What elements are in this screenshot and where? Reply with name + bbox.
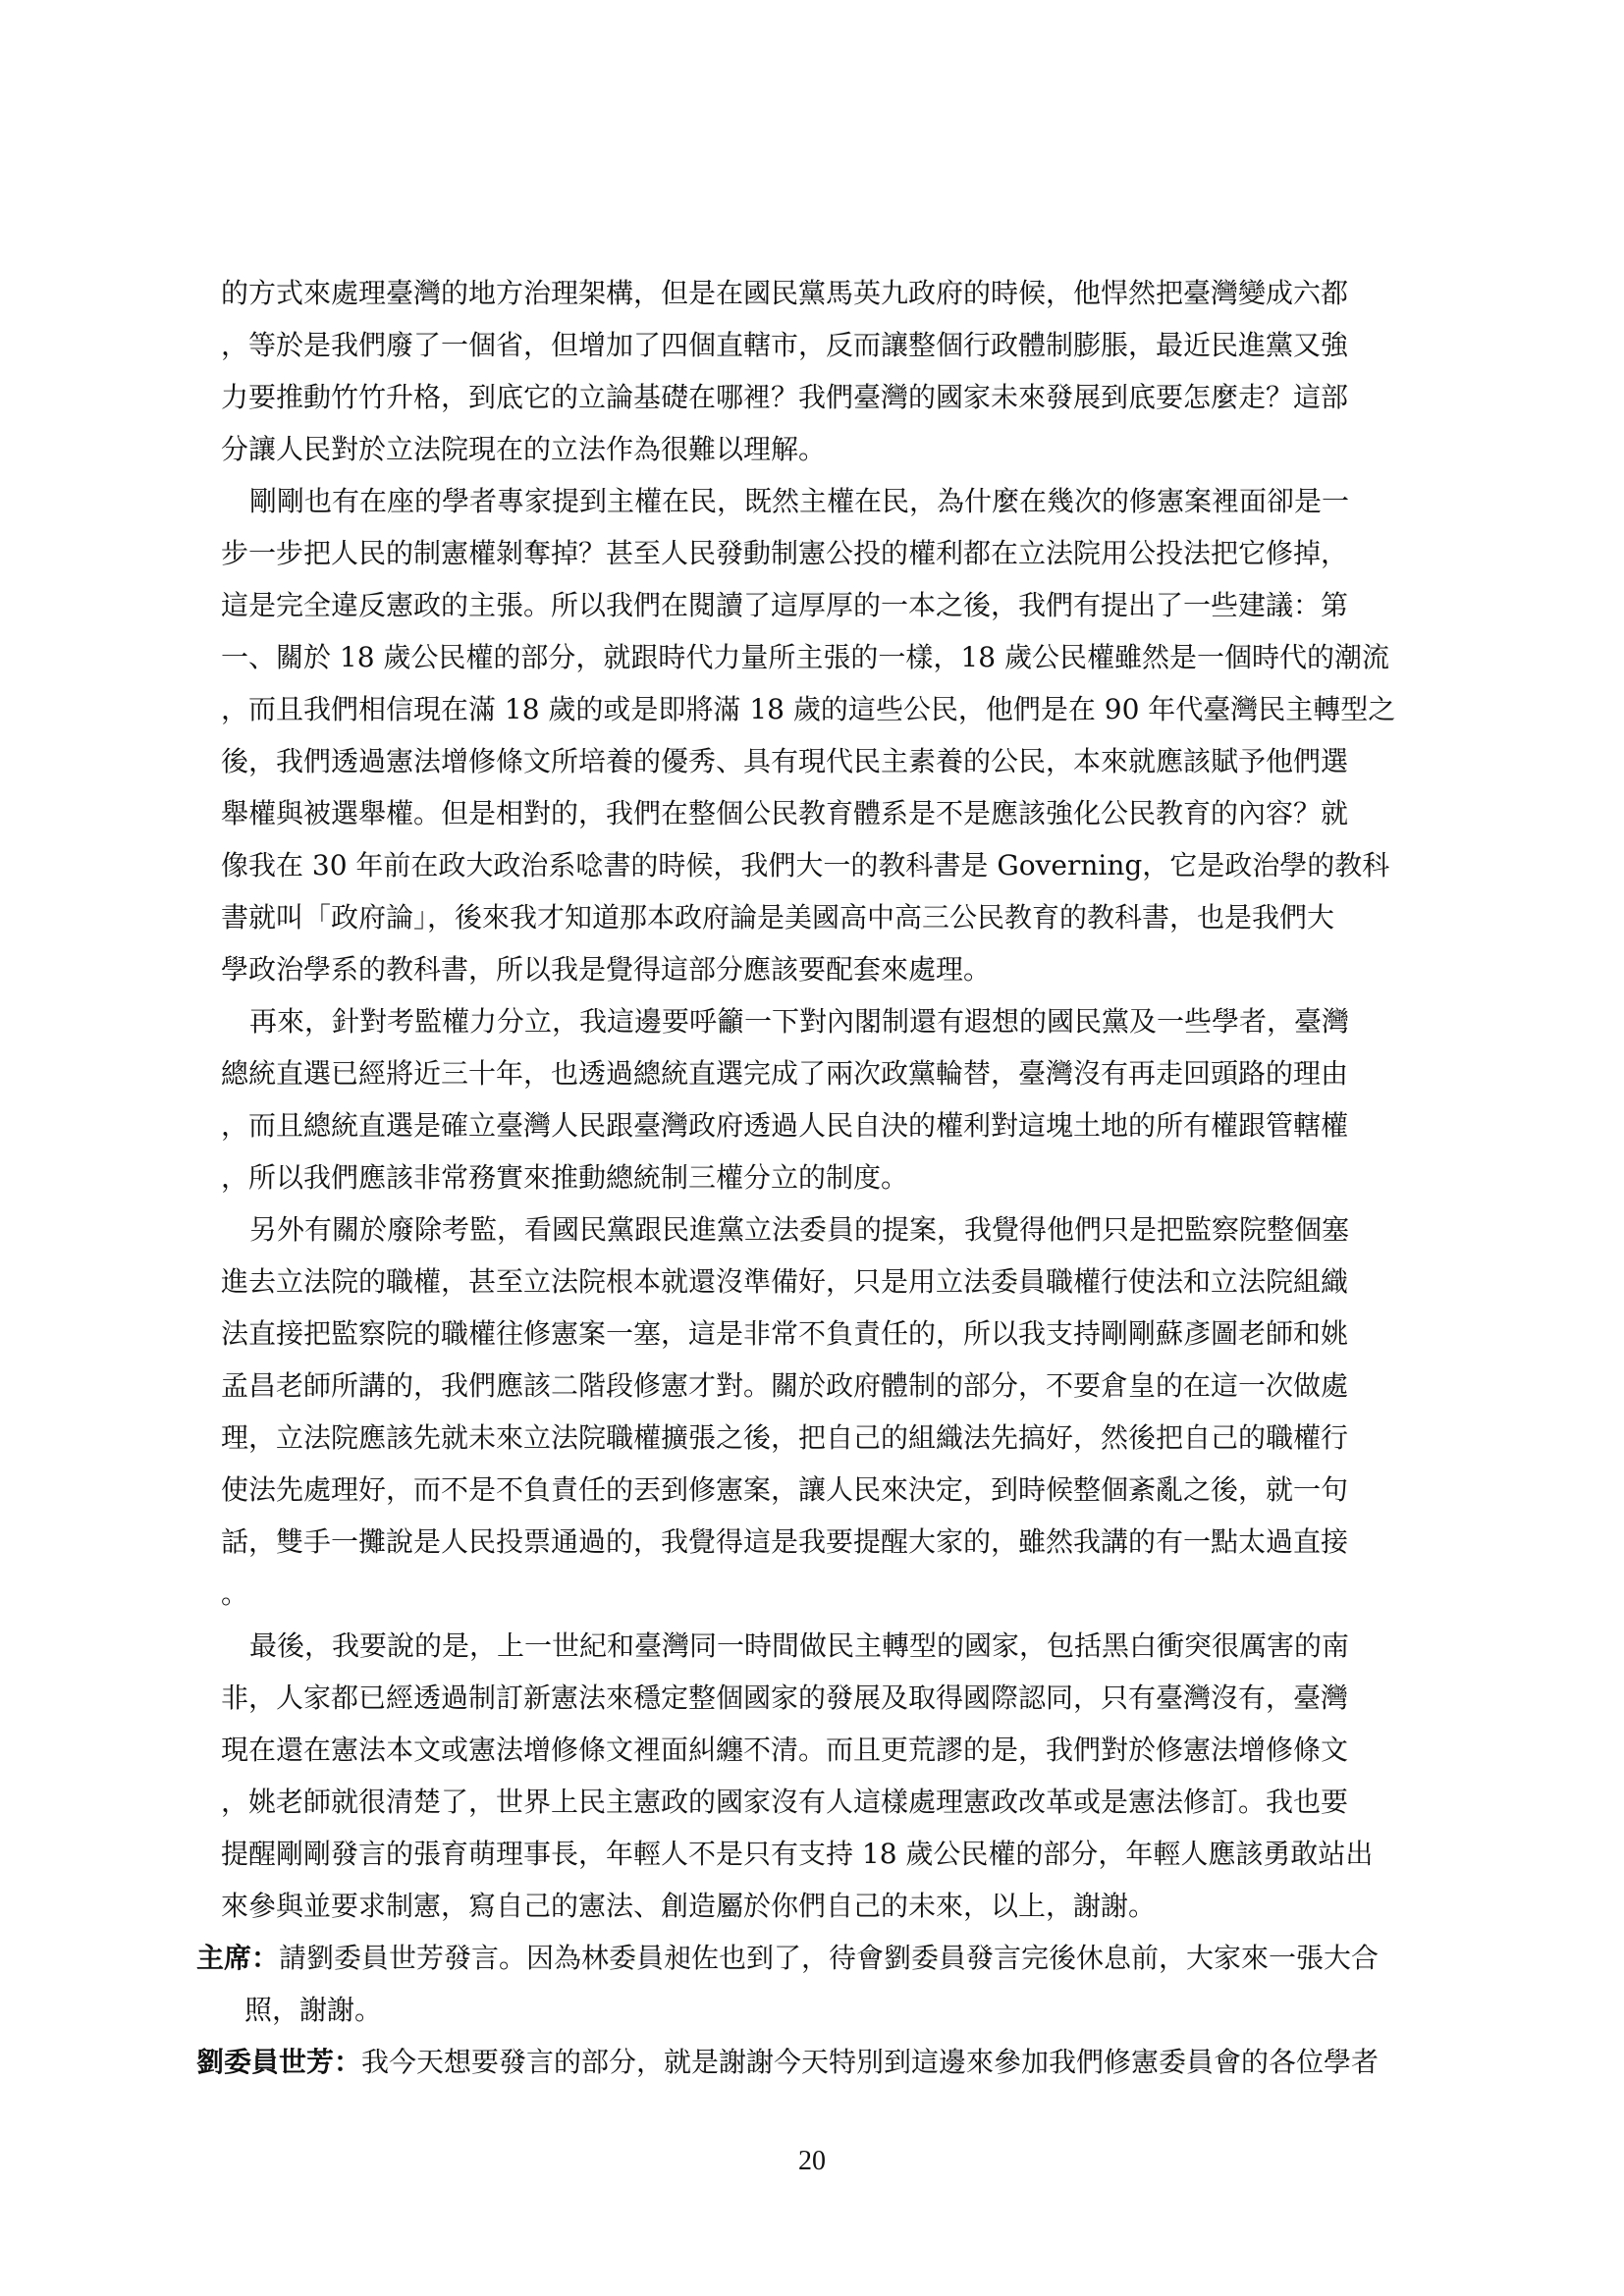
text-line: 書就叫「政府論」，後來我才知道那本政府論是美國高中高三公民教育的教科書，也是我們大	[221, 901, 1335, 934]
text-line: 現在還在憲法本文或憲法增修條文裡面糾纏不清。而且更荒謬的是，我們對於修憲法增修條文	[221, 1734, 1349, 1766]
text-line: 這是完全違反憲政的主張。所以我們在閱讀了這厚厚的一本之後，我們有提出了一些建議：第	[221, 589, 1349, 621]
text-line: 最後，我要說的是，上一世紀和臺灣同一時間做民主轉型的國家，包括黑白衝突很厲害的南	[249, 1629, 1350, 1662]
text-line: ，而且我們相信現在滿 18 歲的或是即將滿 18 歲的這些公民，他們是在 90 年代臺灣民主轉型之	[221, 693, 1396, 725]
speaker-name: 劉委員世芳：	[196, 2046, 362, 2078]
text-line: 的方式來處理臺灣的地方治理架構，但是在國民黨馬英九政府的時候，他悍然把臺灣變成六都	[221, 277, 1349, 309]
text-line: 舉權與被選舉權。但是相對的，我們在整個公民教育體系是不是應該強化公民教育的內容？就	[221, 797, 1349, 829]
text-line: 後，我們透過憲法增修條文所培養的優秀、具有現代民主素養的公民，本來就應該賦予他們選	[221, 745, 1349, 777]
paragraph	[221, 995, 1443, 1203]
text-line: ，姚老師就很清楚了，世界上民主憲政的國家沒有人這樣處理憲政改革或是憲法修訂。我也要	[221, 1786, 1349, 1818]
text-line: 力要推動竹竹升格，到底它的立論基礎在哪裡？我們臺灣的國家未來發展到底要怎麼走？這部	[221, 381, 1349, 413]
text-line: 使法先處理好，而不是不負責任的丟到修憲案，讓人民來決定，到時候整個紊亂之後，就一句	[221, 1473, 1349, 1506]
text-line: 學政治學系的教科書，所以我是覺得這部分應該要配套來處理。	[221, 953, 992, 986]
speech-chairman	[196, 1932, 1443, 2036]
text-line: 另外有關於廢除考監，看國民黨跟民進黨立法委員的提案，我覺得他們只是把監察院整個塞	[249, 1213, 1350, 1246]
speech-continuation: 照，謝謝。	[244, 1994, 383, 2026]
speech-text: 我今天想要發言的部分，就是謝謝今天特別到這邊來參加我們修憲委員會的各位學者	[361, 2046, 1380, 2078]
paragraph	[221, 267, 1443, 475]
page-number: 20	[798, 2146, 826, 2176]
text-line: 提醒剛剛發言的張育萌理事長，年輕人不是只有支持 18 歲公民權的部分，年輕人應該勇敢站出	[221, 1838, 1374, 1870]
text-line: 非，人家都已經透過制訂新憲法來穩定整個國家的發展及取得國際認同，只有臺灣沒有，臺灣	[221, 1682, 1349, 1714]
text-line: ，等於是我們廢了一個省，但增加了四個直轄市，反而讓整個行政體制膨脹，最近民進黨又強	[221, 329, 1349, 361]
text-line: 進去立法院的職權，甚至立法院根本就還沒準備好，只是用立法委員職權行使法和立法院組織	[221, 1265, 1349, 1298]
text-line: 分讓人民對於立法院現在的立法作為很難以理解。	[221, 433, 827, 465]
body-text	[196, 267, 1443, 2088]
text-line: 剛剛也有在座的學者專家提到主權在民，既然主權在民，為什麼在幾次的修憲案裡面卻是一	[249, 485, 1350, 517]
text-line: ，所以我們應該非常務實來推動總統制三權分立的制度。	[221, 1161, 909, 1194]
paragraph	[221, 1203, 1443, 1620]
speech-liu	[196, 2036, 1443, 2088]
paragraph	[221, 475, 1443, 995]
speech-line	[196, 1932, 1443, 1984]
text-line: 一、關於 18 歲公民權的部分，就跟時代力量所主張的一樣，18 歲公民權雖然是一個時代的潮流	[221, 641, 1389, 673]
text-line: 像我在 30 年前在政大政治系唸書的時候，我們大一的教科書是 Governing，它是政治學的教科	[221, 849, 1390, 881]
text-line: 步一步把人民的制憲權剝奪掉？甚至人民發動制憲公投的權利都在立法院用公投法把它修掉，	[221, 537, 1349, 569]
text-line: ，而且總統直選是確立臺灣人民跟臺灣政府透過人民自決的權利對這塊土地的所有權跟管轄權	[221, 1109, 1349, 1142]
text-line: 法直接把監察院的職權往修憲案一塞，這是非常不負責任的，所以我支持剛剛蘇彥圖老師和姚	[221, 1317, 1349, 1350]
text-line: 來參與並要求制憲，寫自己的憲法、創造屬於你們自己的未來，以上，謝謝。	[221, 1890, 1157, 1922]
speech-line	[196, 2036, 1443, 2088]
speaker-name: 主席：	[196, 1942, 280, 1974]
text-line: 總統直選已經將近三十年，也透過總統直選完成了兩次政黨輪替，臺灣沒有再走回頭路的理由	[221, 1057, 1349, 1090]
text-line: 孟昌老師所講的，我們應該二階段修憲才對。關於政府體制的部分，不要倉皇的在這一次做處	[221, 1369, 1349, 1402]
text-line: 理，立法院應該先就未來立法院職權擴張之後，把自己的組織法先搞好，然後把自己的職權行	[221, 1421, 1349, 1454]
text-line: 話，雙手一攤說是人民投票通過的，我覺得這是我要提醒大家的，雖然我講的有一點太過直接	[221, 1525, 1349, 1558]
text-line: 再來，針對考監權力分立，我這邊要呼籲一下對內閣制還有遐想的國民黨及一些學者，臺灣	[249, 1005, 1350, 1038]
speech-text: 請劉委員世芳發言。因為林委員昶佐也到了，待會劉委員發言完後休息前，大家來一張大合	[279, 1942, 1380, 1974]
text-line: 。	[221, 1577, 249, 1610]
paragraph	[221, 1620, 1443, 1932]
